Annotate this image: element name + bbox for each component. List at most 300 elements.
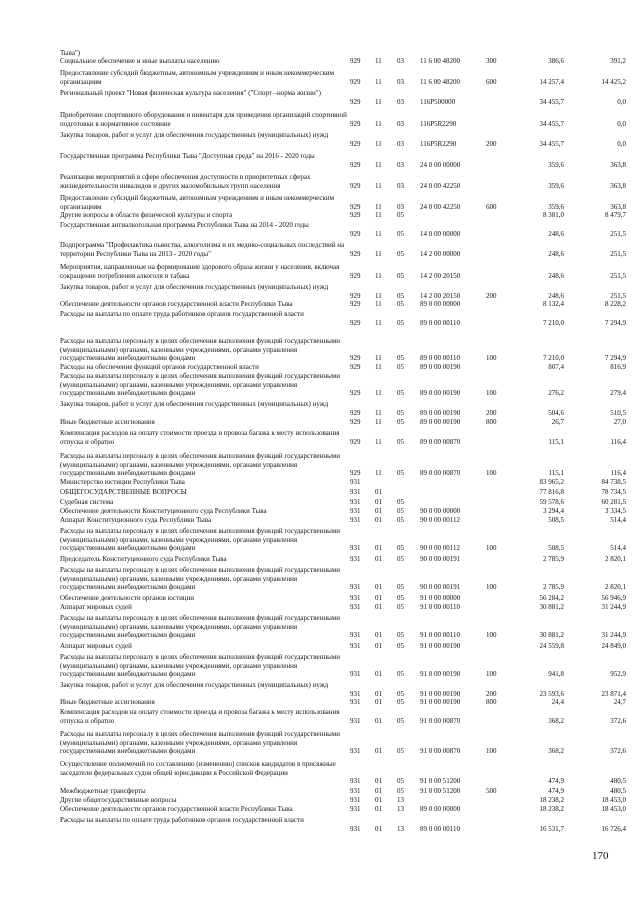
row-name: Приобретение спортивного оборудования и инвентаря для приведения организаций спортивной подготовки в нормативное состояние [60,111,347,128]
cell-podrazdel: 05 [397,698,404,706]
row-name: Иные бюджетные ассигнования [60,698,155,706]
row-name: Закупка товаров, работ и услуг для обеспечения государственных (муниципальных) нужд [60,681,329,689]
cell-amount-1: 34 455,7 [539,139,564,148]
cell-amount-1: 59 578,6 [539,498,564,506]
row-name: Предоставление субсидий бюджетным, автономным учреждениям и иным некоммерческим организациям [60,194,335,211]
cell-amount-2: 27,0 [613,418,626,426]
cell-target-article: 91 0 00 00000 [420,594,461,602]
cell-grbs: 931 [350,544,361,553]
row-name: Председатель Конституционного суда Республики Тыва [60,555,227,563]
cell-amount-2: 18 453,0 [601,805,626,813]
cell-target-article: 91 0 00 00870 [420,747,461,756]
row-name: ОБЩЕГОСУДАРСТВЕННЫЕ ВОПРОСЫ [60,488,187,496]
cell-razdel: 11 [375,139,382,148]
cell-grbs: 931 [350,796,361,804]
row-name: Межбюджетные трансферты [60,787,146,795]
row-name: Министерство юстиции Республики Тыва [60,478,185,486]
cell-podrazdel: 03 [397,57,404,65]
cell-amount-2: 18 453,0 [601,796,626,804]
cell-amount-2: 363,8 [610,202,626,211]
cell-grbs: 929 [350,57,361,65]
cell-amount-1: 56 284,2 [539,594,564,602]
cell-razdel: 01 [375,631,382,640]
cell-expense-type: 100 [486,583,497,592]
row-name: Расходы на выплаты персоналу в целях обеспечения выполнения функций государственными (муниципальными) органами, казенными учреждениями, органами управления государственными внебюджетными фондами [60,653,340,679]
cell-grbs: 929 [350,77,361,86]
cell-razdel: 01 [375,670,382,679]
cell-grbs: 931 [350,777,361,786]
cell-target-article: 24 0 00 42250 [420,181,461,190]
cell-razdel: 11 [375,291,382,300]
cell-razdel: 11 [375,389,382,398]
cell-amount-2: 116,4 [610,469,626,478]
cell-podrazdel: 05 [397,594,404,602]
cell-target-article: 116P500000 [420,97,456,106]
cell-podrazdel: 05 [397,354,404,363]
cell-target-article: 11 6 00 48200 [420,77,460,86]
cell-amount-2: 84 738,5 [601,478,626,486]
cell-amount-1: 508,5 [548,516,564,524]
cell-amount-1: 34 455,7 [539,119,564,128]
cell-target-article: 89 0 00 00110 [420,824,460,833]
row-name: Социальное обеспечение и иные выплаты населению [60,57,220,65]
cell-grbs: 929 [350,249,361,258]
cell-amount-1: 24,4 [551,698,564,706]
cell-amount-1: 248,6 [548,291,564,300]
cell-amount-1: 24 559,8 [539,642,564,650]
row-name: Компенсация расходов на оплату стоимости проезда и провоза багажа к месту использования отпуска и обратно [60,429,340,446]
cell-expense-type: 800 [486,418,497,426]
cell-grbs: 931 [350,689,361,698]
row-name: Аппарат Конституционного суда Республики Тыва [60,516,212,524]
cell-razdel: 11 [375,437,382,446]
cell-amount-2: 251,5 [610,271,626,280]
cell-razdel: 11 [375,354,382,363]
cell-expense-type: 500 [486,787,497,795]
cell-expense-type: 200 [486,291,497,300]
cell-podrazdel: 05 [397,229,404,238]
cell-razdel: 01 [375,777,382,786]
cell-amount-2: 60 281,5 [601,498,626,506]
cell-expense-type: 200 [486,408,497,417]
cell-amount-1: 508,5 [548,544,564,553]
cell-razdel: 01 [375,787,382,795]
cell-grbs: 931 [350,747,361,756]
cell-podrazdel: 13 [397,824,404,833]
row-name: Обеспечение деятельности Конституционного суда Республики Тыва [60,507,267,515]
cell-target-article: 14 2 00 20150 [420,291,461,300]
cell-amount-2: 8 228,2 [605,300,626,308]
row-name: Подпрограмма "Профилактика пьянства, алкоголизма и их медико-социальных последствий на территории Республики Тыва на 2013 - 2020 годы" [60,241,345,258]
cell-amount-2: 279,4 [610,389,626,398]
cell-grbs: 931 [350,583,361,592]
cell-grbs: 931 [350,642,361,650]
cell-amount-1: 941,8 [548,670,564,679]
cell-amount-2: 952,9 [610,670,626,679]
row-name: Мероприятия, направленные на формирование здорового образа жизни у населения, включая сокращение потребления алкоголя и табака [60,263,340,280]
cell-amount-2: 0,0 [617,119,626,128]
cell-grbs: 929 [350,300,361,308]
cell-razdel: 01 [375,488,382,496]
cell-grbs: 931 [350,555,361,563]
cell-podrazdel: 05 [397,469,404,478]
cell-podrazdel: 03 [397,77,404,86]
cell-target-article: 89 0 00 00110 [420,318,460,327]
cell-razdel: 11 [375,271,382,280]
cell-podrazdel: 05 [397,498,404,506]
row-name: Государственная программа Республики Тыва "Доступная среда" на 2016 - 2020 годы [60,152,315,160]
cell-amount-2: 514,4 [610,544,626,553]
cell-target-article: 89 0 00 00870 [420,469,461,478]
cell-grbs: 929 [350,271,361,280]
cell-razdel: 11 [375,181,382,190]
cell-podrazdel: 05 [397,437,404,446]
cell-target-article: 116P5R2290 [420,139,457,148]
row-name: Другие вопросы в области физической культуры и спорта [60,211,233,219]
cell-target-article: 91 0 00 00190 [420,642,461,650]
cell-podrazdel: 03 [397,97,404,106]
cell-target-article: 89 0 00 00190 [420,389,461,398]
cell-expense-type: 100 [486,354,497,363]
cell-podrazdel: 05 [397,689,404,698]
cell-razdel: 11 [375,249,382,258]
cell-grbs: 929 [350,389,361,398]
cell-target-article: 89 0 00 00000 [420,805,461,813]
cell-amount-1: 248,6 [548,249,564,258]
row-name: Предоставление субсидий бюджетным, автономным учреждениям и иным некоммерческим организациям [60,69,335,86]
row-name: Компенсация расходов на оплату стоимости проезда и провоза багажа к месту использования отпуска и обратно [60,708,340,725]
cell-amount-1: 34 455,7 [539,97,564,106]
row-name: Обеспечение деятельности органов юстиции [60,594,195,602]
cell-grbs: 931 [350,698,361,706]
cell-razdel: 11 [375,211,382,219]
cell-grbs: 929 [350,437,361,446]
cell-razdel: 01 [375,603,382,611]
cell-target-article: 89 0 00 00190 [420,418,461,426]
cell-grbs: 929 [350,229,361,238]
cell-razdel: 11 [375,119,382,128]
row-name: Закупка товаров, работ и услуг для обеспечения государственных (муниципальных) нужд [60,283,329,291]
cell-razdel: 01 [375,824,382,833]
cell-podrazdel: 05 [397,363,404,371]
cell-grbs: 929 [350,202,361,211]
cell-razdel: 01 [375,544,382,553]
cell-amount-1: 368,2 [548,747,564,756]
cell-grbs: 931 [350,498,361,506]
cell-amount-2: 7 294,9 [605,354,626,363]
cell-podrazdel: 03 [397,181,404,190]
cell-expense-type: 200 [486,139,497,148]
cell-podrazdel: 05 [397,507,404,515]
cell-amount-2: 14 425,2 [601,77,626,86]
cell-amount-2: 56 946,9 [601,594,626,602]
cell-razdel: 11 [375,408,382,417]
cell-razdel: 01 [375,583,382,592]
cell-podrazdel: 05 [397,747,404,756]
cell-amount-2: 8 479,7 [605,211,626,219]
cell-expense-type: 100 [486,747,497,756]
cell-grbs: 929 [350,119,361,128]
page-number: 170 [592,850,609,862]
cell-podrazdel: 05 [397,670,404,679]
cell-razdel: 01 [375,698,382,706]
cell-amount-1: 2 785,9 [543,555,564,563]
cell-amount-2: 480,5 [610,777,626,786]
cell-amount-2: 31 244,9 [601,631,626,640]
row-name: Закупка товаров, работ и услуг для обеспечения государственных (муниципальных) нужд [60,400,329,408]
cell-expense-type: 100 [486,544,497,553]
cell-razdel: 01 [375,516,382,524]
cell-amount-1: 7 210,0 [543,354,564,363]
cell-amount-2: 480,5 [610,787,626,795]
cell-amount-1: 2 785,9 [543,583,564,592]
cell-amount-1: 115,1 [548,469,564,478]
cell-amount-2: 251,5 [610,249,626,258]
cell-razdel: 11 [375,418,382,426]
cell-expense-type: 600 [486,77,497,86]
cell-podrazdel: 03 [397,202,404,211]
cell-expense-type: 200 [486,689,497,698]
cell-amount-1: 18 238,2 [539,796,564,804]
cell-razdel: 01 [375,498,382,506]
cell-grbs: 931 [350,805,361,813]
cell-podrazdel: 05 [397,603,404,611]
cell-amount-1: 3 294,4 [543,507,564,515]
row-name: Расходы на выплаты персоналу в целях обеспечения выполнения функций государственными (муниципальными) органами, казенными учреждениями, органами управления государственными внебюджетными фондами [60,527,340,553]
cell-podrazdel: 05 [397,211,404,219]
cell-podrazdel: 03 [397,139,404,148]
cell-podrazdel: 05 [397,631,404,640]
cell-razdel: 01 [375,805,382,813]
cell-amount-2: 116,4 [610,437,626,446]
cell-grbs: 929 [350,418,361,426]
cell-podrazdel: 05 [397,544,404,553]
cell-expense-type: 100 [486,389,497,398]
cell-target-article: 116P5R2290 [420,119,457,128]
cell-amount-2: 0,0 [617,97,626,106]
cell-target-article: 89 0 00 00110 [420,354,460,363]
cell-amount-2: 510,5 [610,408,626,417]
cell-grbs: 929 [350,469,361,478]
cell-podrazdel: 05 [397,271,404,280]
cell-grbs: 929 [350,211,361,219]
cell-amount-1: 115,1 [548,437,564,446]
row-name: Закупка товаров, работ и услуг для обеспечения государственных (муниципальных) нужд [60,131,329,139]
cell-amount-1: 18 238,2 [539,805,564,813]
row-name: Расходы на выплаты персоналу в целях обеспечения выполнения функций государственными (муниципальными) органами, казенными учреждениями, органами управления государственными внебюджетными фондами [60,730,340,756]
cell-grbs: 931 [350,787,361,795]
cell-amount-2: 16 726,4 [601,824,626,833]
cell-target-article: 11 6 00 48200 [420,57,460,65]
row-name: Расходы на выплаты персоналу в целях обеспечения выполнения функций государственными (муниципальными) органами, казенными учреждениями, органами управления государственными внебюджетными фондами [60,452,340,478]
cell-amount-1: 386,6 [548,57,564,65]
cell-grbs: 931 [350,670,361,679]
cell-grbs: 931 [350,478,361,486]
cell-amount-2: 372,6 [610,747,626,756]
cell-amount-2: 2 820,1 [605,555,626,563]
cell-amount-1: 474,9 [548,787,564,795]
cell-grbs: 931 [350,631,361,640]
cell-razdel: 11 [375,202,382,211]
cell-razdel: 11 [375,300,382,308]
cell-grbs: 931 [350,824,361,833]
cell-amount-1: 30 881,2 [539,603,564,611]
row-name: Расходы на выплаты по оплате труда работников органов государственной власти [60,816,304,824]
cell-razdel: 01 [375,555,382,563]
cell-amount-1: 504,6 [548,408,564,417]
cell-podrazdel: 05 [397,408,404,417]
cell-amount-2: 31 244,9 [601,603,626,611]
cell-amount-1: 474,9 [548,777,564,786]
cell-podrazdel: 05 [397,418,404,426]
cell-razdel: 01 [375,796,382,804]
row-name: Расходы на выплаты по оплате труда работников органов государственной власти [60,310,304,318]
cell-amount-2: 251,5 [610,229,626,238]
cell-target-article: 90 0 00 00000 [420,507,461,515]
row-name: Обеспечение деятельности органов государственной власти Республики Тыва [60,300,293,308]
cell-amount-2: 24 849,0 [601,642,626,650]
cell-amount-1: 23 593,6 [539,689,564,698]
row-name: Расходы на обеспечение функций органов государственной власти [60,363,259,371]
cell-razdel: 01 [375,594,382,602]
cell-razdel: 11 [375,97,382,106]
row-name: Расходы на выплаты персоналу в целях обеспечения выполнения функций государственными (муниципальными) органами, казенными учреждениями, органами управления государственными внебюджетными фондами [60,566,340,592]
cell-grbs: 931 [350,716,361,725]
cell-amount-1: 8 381,0 [543,211,564,219]
cell-expense-type: 300 [486,57,497,65]
cell-razdel: 01 [375,642,382,650]
cell-podrazdel: 05 [397,777,404,786]
cell-target-article: 91 0 00 00190 [420,698,461,706]
cell-target-article: 89 0 00 00190 [420,363,461,371]
cell-amount-2: 2 820,1 [605,583,626,592]
cell-amount-1: 359,6 [548,160,564,169]
cell-target-article: 90 0 00 00112 [420,544,460,553]
cell-amount-1: 359,6 [548,181,564,190]
row-name: Реализация мероприятий в сфере обеспечения доступности в приоритетных сферах жизнедеятельности инвалидов и других маломобильных групп населения [60,173,311,190]
cell-amount-1: 7 210,0 [543,318,564,327]
cell-grbs: 929 [350,97,361,106]
cell-grbs: 929 [350,139,361,148]
cell-amount-1: 26,7 [551,418,564,426]
cell-target-article: 14 0 00 00000 [420,229,461,238]
cell-target-article: 14 2 00 20150 [420,271,461,280]
cell-podrazdel: 05 [397,300,404,308]
cell-amount-1: 16 531,7 [539,824,564,833]
cell-amount-2: 363,8 [610,181,626,190]
cell-amount-1: 30 881,2 [539,631,564,640]
cell-razdel: 11 [375,363,382,371]
cell-razdel: 11 [375,57,382,65]
cell-grbs: 931 [350,488,361,496]
row-name: Расходы на выплаты персоналу в целях обеспечения выполнения функций государственными (муниципальными) органами, казенными учреждениями, органами управления государственными внебюджетными фондами [60,337,340,363]
cell-amount-2: 372,6 [610,716,626,725]
cell-expense-type: 100 [486,631,497,640]
cell-razdel: 01 [375,716,382,725]
cell-target-article: 91 0 00 00110 [420,603,460,611]
cell-podrazdel: 05 [397,249,404,258]
cell-podrazdel: 13 [397,805,404,813]
cell-target-article: 91 0 00 00110 [420,631,460,640]
cell-amount-2: 24,7 [613,698,626,706]
cell-target-article: 89 0 00 00190 [420,408,461,417]
cell-amount-2: 816,9 [610,363,626,371]
cell-expense-type: 100 [486,670,497,679]
cell-amount-1: 359,6 [548,202,564,211]
cell-amount-1: 807,4 [548,363,564,371]
row-name: Региональный проект "Новая физическая культура населения" ("Спорт –норма жизни") [60,89,321,97]
cell-razdel: 11 [375,318,382,327]
row-name: Расходы на выплаты персоналу в целях обеспечения выполнения функций государственными (муниципальными) органами, казенными учреждениями, органами управления государственными внебюджетными фондами [60,372,340,398]
cell-razdel: 01 [375,747,382,756]
cell-grbs: 929 [350,181,361,190]
cell-target-article: 14 2 00 00000 [420,249,461,258]
cell-target-article: 91 0 00 51200 [420,787,461,795]
cell-target-article: 24 0 00 00000 [420,160,461,169]
cell-amount-1: 8 132,4 [543,300,564,308]
cell-podrazdel: 05 [397,555,404,563]
row-name: Обеспечение деятельности органов государственной власти Республики Тыва [60,805,293,813]
cell-grbs: 929 [350,363,361,371]
cell-grbs: 929 [350,354,361,363]
row-name: Иные бюджетные ассигнования [60,418,155,426]
cell-amount-2: 23 871,4 [601,689,626,698]
cell-razdel: 11 [375,229,382,238]
cell-podrazdel: 13 [397,796,404,804]
row-name: Осуществление полномочий по составлению (изменению) списков кандидатов в присяжные заседатели федеральных судов общей юрисдикции в Российской Федерации [60,760,336,777]
cell-podrazdel: 03 [397,160,404,169]
cell-podrazdel: 05 [397,291,404,300]
cell-amount-2: 3 334,5 [605,507,626,515]
row-name: Расходы на выплаты персоналу в целях обеспечения выполнения функций государственными (муниципальными) органами, казенными учреждениями, органами управления государственными внебюджетными фондами [60,614,340,640]
row-name: Судебная система [60,498,114,506]
cell-podrazdel: 05 [397,318,404,327]
cell-grbs: 931 [350,594,361,602]
cell-target-article: 90 0 00 00191 [420,555,461,563]
cell-amount-1: 276,2 [548,389,564,398]
cell-target-article: 91 0 00 00190 [420,670,461,679]
cell-target-article: 91 0 00 51200 [420,777,461,786]
cell-amount-2: 391,2 [610,57,626,65]
cell-amount-2: 514,4 [610,516,626,524]
cell-podrazdel: 03 [397,119,404,128]
cell-amount-1: 368,2 [548,716,564,725]
row-name: Государственная антиалкогольная программа Республики Тыва на 2014 - 2020 годы [60,221,309,229]
cell-expense-type: 800 [486,698,497,706]
cell-grbs: 929 [350,160,361,169]
cell-amount-2: 251,5 [610,291,626,300]
row-name: Другие общегосударственные вопросы [60,796,177,804]
cell-grbs: 931 [350,507,361,515]
cell-target-article: 90 0 00 00191 [420,583,461,592]
cell-target-article: 89 0 00 00000 [420,300,461,308]
cell-podrazdel: 05 [397,642,404,650]
cell-expense-type: 600 [486,202,497,211]
cell-amount-1: 14 257,4 [539,77,564,86]
cell-grbs: 931 [350,603,361,611]
cell-amount-1: 248,6 [548,229,564,238]
cell-amount-2: 7 294,9 [605,318,626,327]
cell-amount-2: 363,8 [610,160,626,169]
cell-podrazdel: 05 [397,787,404,795]
cell-expense-type: 100 [486,469,497,478]
cell-target-article: 24 0 00 42250 [420,202,461,211]
cell-grbs: 929 [350,318,361,327]
cell-grbs: 929 [350,408,361,417]
cell-razdel: 01 [375,689,382,698]
row-name: Тыва") [60,49,81,57]
cell-amount-1: 248,6 [548,271,564,280]
